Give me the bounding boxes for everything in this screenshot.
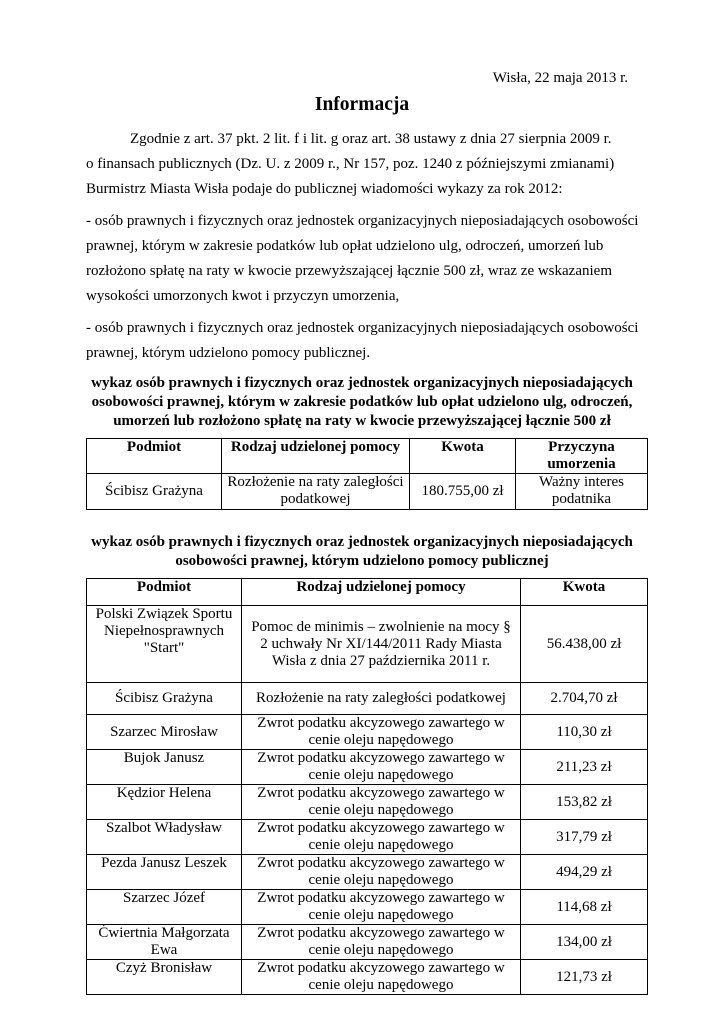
table1-header-rodzaj: Rodzaj udzielonej pomocy [222, 439, 410, 474]
table2-cell-rodzaj: Zwrot podatku akcyzowego zawartego w cenie oleju napędowego [242, 925, 521, 960]
table2-cell-kwota: 153,82 zł [521, 785, 648, 820]
table2-cell-rodzaj: Zwrot podatku akcyzowego zawartego w cenie oleju napędowego [242, 890, 521, 925]
table2-cell-rodzaj: Zwrot podatku akcyzowego zawartego w cenie oleju napędowego [242, 855, 521, 890]
table-row [87, 855, 648, 890]
table1-header-kwota: Kwota [410, 439, 516, 474]
relief-table [86, 438, 648, 510]
table-row [87, 820, 648, 855]
public-aid-table [86, 578, 648, 995]
table2-cell-kwota: 211,23 zł [521, 750, 648, 785]
intro-line-3: Burmistrz Miasta Wisła podaje do publicznej wiadomości wykazy za rok 2012: [86, 181, 563, 197]
table2-cell-rodzaj: Pomoc de minimis – zwolnienie na mocy § 2 uchwały Nr XI/144/2011 Rady Miasta Wisła z dnia 27 października 2011 r. [242, 606, 521, 683]
table2-header-podmiot: Podmiot [87, 579, 242, 606]
table2-cell-podmiot: Polski Związek Sportu Niepełnosprawnych "Start" [87, 606, 242, 683]
table2-cell-kwota: 494,29 zł [521, 855, 648, 890]
table-row [87, 474, 648, 510]
document-title: Informacja [314, 94, 410, 115]
table2-cell-kwota: 2.704,70 zł [521, 683, 648, 715]
table-row [87, 683, 648, 715]
table2-cell-rodzaj: Zwrot podatku akcyzowego zawartego w cenie oleju napędowego [242, 785, 521, 820]
table2-cell-rodzaj: Zwrot podatku akcyzowego zawartego w cenie oleju napędowego [242, 750, 521, 785]
table2-cell-podmiot: Czyż Bronisław [87, 960, 242, 995]
table2-header-kwota: Kwota [521, 579, 648, 606]
table-row [87, 890, 648, 925]
table1-header-podmiot: Podmiot [87, 439, 222, 474]
table2-cell-rodzaj: Rozłożenie na raty zaległości podatkowej [242, 683, 521, 715]
table2-cell-podmiot: Szarzec Mirosław [87, 715, 242, 750]
table2-cell-kwota: 134,00 zł [521, 925, 648, 960]
table2-cell-kwota: 110,30 zł [521, 715, 648, 750]
table2-cell-podmiot: Szalbot Władysław [87, 820, 242, 855]
table2-cell-kwota: 317,79 zł [521, 820, 648, 855]
bullet-1-line-1: - osób prawnych i fizycznych oraz jednostek organizacyjnych nieposiadających osobowości [86, 213, 639, 229]
table1-caption-line-2: osobowości prawnej, którym w zakresie podatków lub opłat udzielono ulg, odroczeń, [91, 394, 633, 410]
bullet-2-line-1: - osób prawnych i fizycznych oraz jednostek organizacyjnych nieposiadających osobowości [86, 320, 639, 336]
table2-cell-kwota: 56.438,00 zł [521, 606, 648, 683]
table1-cell-podmiot: Ścibisz Grażyna [87, 474, 222, 510]
document-date: Wisła, 22 maja 2013 r. [492, 70, 628, 86]
table-row [87, 925, 648, 960]
table2-cell-podmiot: Szarzec Józef [87, 890, 242, 925]
table1-cell-kwota: 180.755,00 zł [410, 474, 516, 510]
table1-caption-line-1: wykaz osób prawnych i fizycznych oraz jednostek organizacyjnych nieposiadających [91, 375, 633, 391]
table-row [87, 606, 648, 683]
bullet-1-line-3: rozłożono spłatę na raty w kwocie przewyższającej łącznie 500 zł, wraz ze wskazaniem [86, 263, 612, 279]
table-row [87, 715, 648, 750]
table2-caption-line-1: wykaz osób prawnych i fizycznych oraz jednostek organizacyjnych nieposiadających [91, 534, 633, 550]
bullet-1-line-2: prawnej, którym w zakresie podatków lub opłat udzielono ulg, odroczeń, umorzeń lub [86, 238, 604, 254]
intro-line-2: o finansach publicznych (Dz. U. z 2009 r., Nr 157, poz. 1240 z późniejszymi zmianami) [86, 156, 615, 172]
table2-caption-line-2: osobowości prawnej, którym udzielono pomocy publicznej [175, 553, 549, 569]
table2-cell-podmiot: Bujok Janusz [87, 750, 242, 785]
bullet-2-line-2: prawnej, którym udzielono pomocy publicznej. [86, 345, 371, 361]
table2-cell-rodzaj: Zwrot podatku akcyzowego zawartego w cenie oleju napędowego [242, 820, 521, 855]
table2-cell-podmiot: Ćwiertnia Małgorzata Ewa [87, 925, 242, 960]
table2-header-rodzaj: Rodzaj udzielonej pomocy [242, 579, 521, 606]
intro-line-1: Zgodnie z art. 37 pkt. 2 lit. f i lit. g oraz art. 38 ustawy z dnia 27 sierpnia 2009 r. [130, 131, 612, 147]
table-row [87, 785, 648, 820]
table2-cell-rodzaj: Zwrot podatku akcyzowego zawartego w cenie oleju napędowego [242, 715, 521, 750]
table-row [87, 960, 648, 995]
table-row [87, 750, 648, 785]
table2-cell-podmiot: Pezda Janusz Leszek [87, 855, 242, 890]
table2-cell-podmiot: Kędzior Helena [87, 785, 242, 820]
table2-cell-kwota: 114,68 zł [521, 890, 648, 925]
table2-cell-kwota: 121,73 zł [521, 960, 648, 995]
table1-cell-rodzaj: Rozłożenie na raty zaległości podatkowej [222, 474, 410, 510]
table2-cell-podmiot: Ścibisz Grażyna [87, 683, 242, 715]
table1-cell-przyczyna: Ważny interes podatnika [516, 474, 648, 510]
table2-cell-rodzaj: Zwrot podatku akcyzowego zawartego w cenie oleju napędowego [242, 960, 521, 995]
table1-header-przyczyna: Przyczyna umorzenia [516, 439, 648, 474]
bullet-1-line-4: wysokości umorzonych kwot i przyczyn umorzenia, [86, 288, 400, 304]
table1-caption-line-3: umorzeń lub rozłożono spłatę na raty w kwocie przewyższającej łącznie 500 zł [113, 413, 611, 429]
